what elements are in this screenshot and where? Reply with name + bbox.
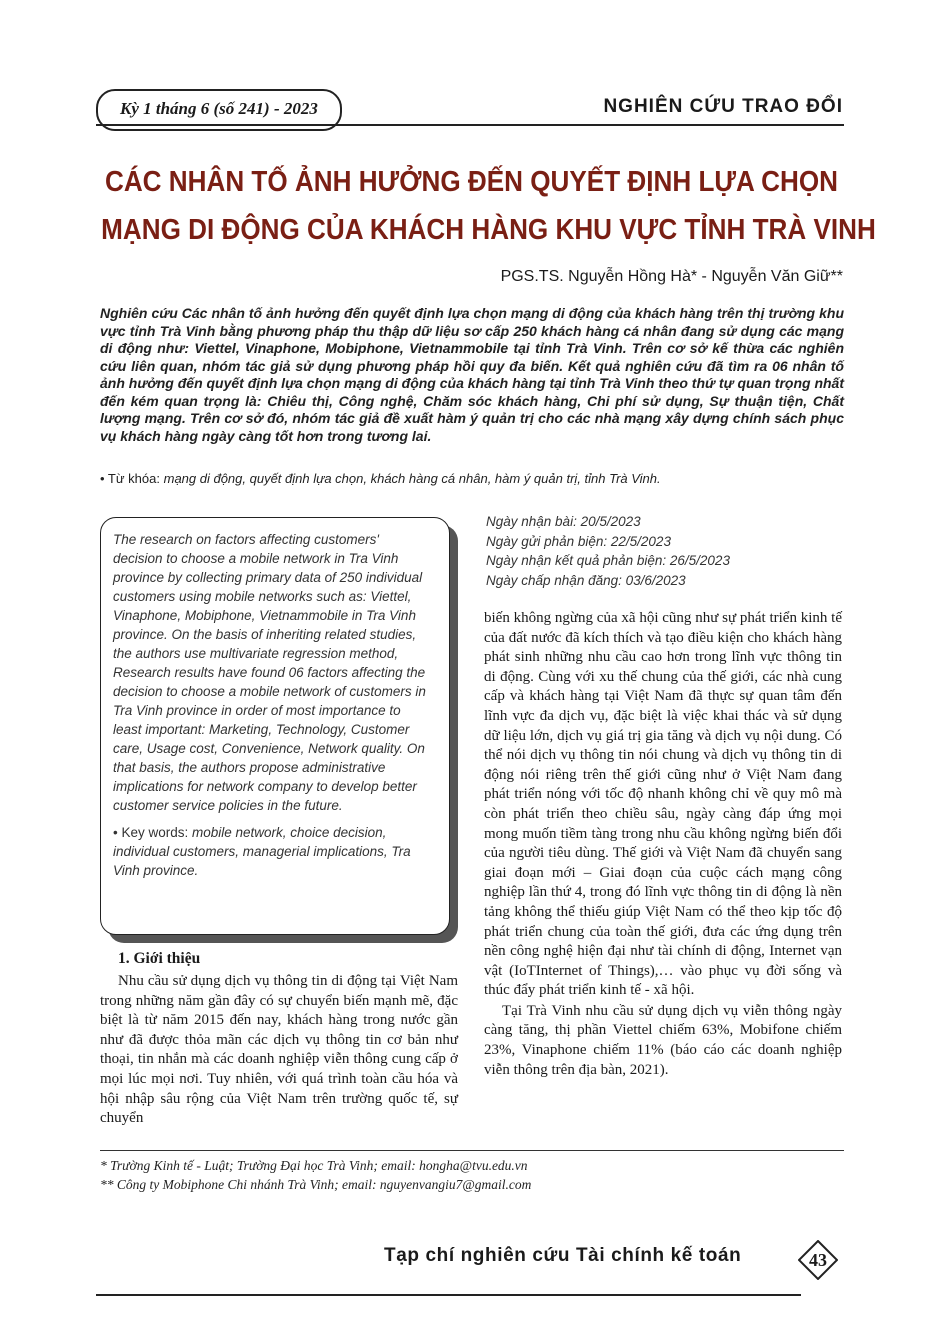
date-review-result: Ngày nhận kết quả phản biện: 26/5/2023: [486, 553, 730, 568]
date-sent-review: Ngày gửi phản biện: 22/5/2023: [486, 533, 671, 549]
body-paragraph-1: Nhu cầu sử dụng dịch vụ thông tin di động tại Việt Nam trong những năm gần đây có sự chuyển biến mạnh mẽ, đặc biệt là từ năm 2015 đến nay, khách hàng trong nước gần như đã được thỏa mãn các dịch vụ thông tin cơ bản như thoại, tin nhắn mà các doanh nghiệp viễn thông cung cấp ở mọi lúc mọi nơi. Tuy nhiên, với quá trình toàn cầu hóa và hội nhập sâu rộng của Việt Nam trên trường quốc tế, sự chuyển: [100, 973, 458, 1127]
footer-rule: [96, 1294, 801, 1296]
keywords-en-label: • Key words:: [113, 825, 193, 840]
section-label: NGHIÊN CỨU TRAO ĐỔI: [603, 96, 843, 117]
footnote-1: * Trường Kinh tế - Luật; Trường Đại học Trà Vinh; email: hongha@tvu.edu.vn: [100, 1158, 528, 1173]
section-heading-introduction: 1. Giới thiệu: [118, 950, 201, 967]
authors: PGS.TS. Nguyễn Hồng Hà* - Nguyễn Văn Giữ**: [500, 268, 843, 285]
english-abstract-box: [100, 517, 450, 935]
header-rule: [96, 124, 844, 126]
submission-dates: [486, 512, 730, 590]
left-column: [100, 950, 458, 1129]
date-received: Ngày nhận bài: 20/5/2023: [486, 514, 641, 529]
issue-badge: Kỳ 1 tháng 6 (số 241) - 2023: [96, 89, 342, 131]
body-paragraph-2: Tại Trà Vinh nhu cầu sử dụng dịch vụ viễn thông ngày càng tăng, thị phần Viettel chiếm 63%, Mobifone chiếm 23%, Vinaphone chiếm 11% (báo cáo các doanh nghiệp viễn thông trên địa bàn, 2021).: [484, 1002, 842, 1078]
keywords-en: [113, 823, 431, 880]
keywords-en-text: mobile network, choice decision, individual customers, managerial implications, Tra Vinh province.: [113, 825, 411, 878]
page-number: 43: [809, 1250, 827, 1270]
keywords-vi-text: mạng di động, quyết định lựa chọn, khách hàng cá nhân, hàm ý quản trị, tỉnh Trà Vinh.: [163, 471, 661, 486]
date-accepted: Ngày chấp nhận đăng: 03/6/2023: [486, 572, 686, 588]
article-title-line-1: CÁC NHÂN TỐ ẢNH HƯỞNG ĐẾN QUYẾT ĐỊNH LỰA CHỌN: [104, 166, 839, 198]
journal-name: Tạp chí nghiên cứu Tài chính kế toán: [384, 1245, 742, 1266]
footnotes: [100, 1156, 531, 1194]
footnote-2: ** Công ty Mobiphone Chi nhánh Trà Vinh; email: nguyenvangiu7@gmail.com: [100, 1177, 532, 1192]
footnote-rule: [100, 1150, 844, 1151]
abstract-vi: Nghiên cứu Các nhân tố ảnh hưởng đến quyết định lựa chọn mạng di động của khách hàng trên thị trường khu vực tỉnh Trà Vinh bằng phương pháp thu thập dữ liệu sơ cấp 250 khách hàng cá nhân đang sử dụng các mạng di động như: Viettel, Vinaphone, Mobiphone, Vietnammobile tại tỉnh Trà Vinh. Trên cơ sở kế thừa các nghiên cứu liên quan, nhóm tác giả sử dụng phương pháp hồi quy đa biến. Kết quả nghiên cứu đã tìm ra 06 nhân tố ảnh hưởng đến quyết định lựa chọn mạng di động của khách hàng tại tỉnh Trà Vinh theo thứ tự quan trọng nhất đến kém quan trọng là: Chiêu thị, Công nghệ, Chăm sóc khách hàng, Chi phí sử dụng, Sự thuận tiện, Chất lượng mạng. Trên cơ sở đó, nhóm tác giả đề xuất hàm ý quản trị cho các nhà mạng xây dựng chính sách phục vụ khách hàng ngày càng tốt hơn trong tương lai.: [100, 305, 844, 444]
right-column: [484, 609, 842, 1080]
keywords-vi-label: • Từ khóa:: [100, 471, 164, 486]
body-paragraph-continued: biến không ngừng của xã hội cũng như sự phát triển kinh tế của đất nước đã kích thích và tạo điều kiện cho khách hàng phát sinh những nhu cầu cao hơn trong lĩnh vực thông tin di động. Cùng với xu thế chung của thế giới, các nhà cung cấp và khách hàng tại Việt Nam đã thực sự quan tâm đến lĩnh vực đa dịch vụ, đặc biệt là việc khai thác và sử dụng dữ liệu lớn, dịch vụ giá trị gia tăng và dịch vụ nội dung. Có thể nói dịch vụ thông tin nói chung và dịch vụ thông tin di động nói riêng trên thế giới cũng như ở Việt Nam đang phát triển nóng với tốc độ nhanh không chỉ về quy mô mà còn phát triển theo chiều sâu, ngày càng đáp ứng mọi mong muốn tiềm tàng trong nhu cầu không ngừng biến đổi của người tiêu dùng. Thế giới và Việt Nam đã chuyển sang giai đoạn mới – Giai đoạn của cuộc cách mạng công nghiệp lần thứ 4, trong đó lĩnh vực thông tin di động là nền tảng không thể thiếu giúp Việt Nam có thể theo kịp tốc độ phát triển chung của toàn thế giới, đưa các ứng dụng trên nền công nghệ hiện đại như tài chính di động, Internet vạn vật (IoTInternet of Things),… vào phục vụ đời sống và thúc đẩy phát triển kinh tế - xã hội.: [484, 610, 842, 999]
article-title-line-2: MẠNG DI ĐỘNG CỦA KHÁCH HÀNG KHU VỰC TỈNH TRÀ VINH: [101, 214, 876, 246]
abstract-en: The research on factors affecting customers' decision to choose a mobile network in Tra Vinh province by collecting primary data of 250 individual customers using mobile networks such as: Viettel, Vinaphone, Mobiphone, Vietnammobile in Tra Vinh province. On the basis of inheriting related studies, the authors use multivariate regression method, Research results have found 06 factors affecting the decision to choose a mobile network of customers in Tra Vinh province in order of most importance to least important: Marketing, Technology, Customer care, Usage cost, Convenience, Network quality. On that basis, the authors propose administrative implications for network company to develop better customer service policies in the future.: [113, 532, 426, 813]
keywords-vi: [100, 470, 844, 487]
